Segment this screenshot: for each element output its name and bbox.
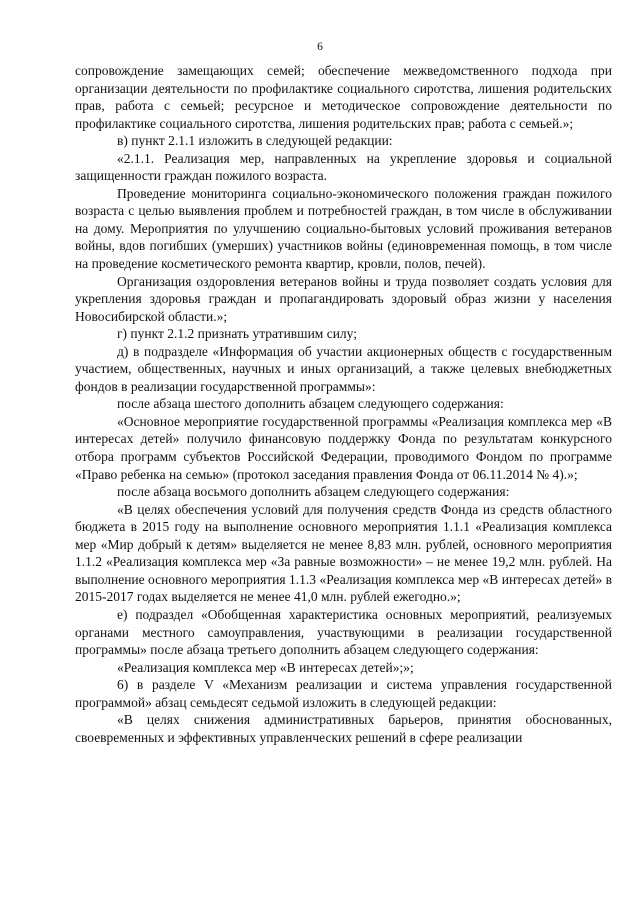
paragraph-12: е) подраздел «Обобщенная характеристика основных мероприятий, реализуемых органами местного самоуправления, участвующими в реализации государственной программы» после абзаца третьего дополнить абзацем следующего содержания: bbox=[75, 606, 612, 658]
paragraph-3: «2.1.1. Реализация мер, направленных на укрепление здоровья и социальной защищенности граждан пожилого возраста. bbox=[75, 150, 612, 184]
paragraph-9: «Основное мероприятие государственной программы «Реализация комплекса мер «В интересах детей» получило финансовую поддержку Фонда по результатам конкурсного отбора программ субъектов Российской Федерации, проводимого Фондом по программе «Право ребенка на семью» (протокол заседания правления Фонда от 06.11.2014 № 4).»; bbox=[75, 413, 612, 482]
paragraph-8: после абзаца шестого дополнить абзацем следующего содержания: bbox=[117, 396, 504, 412]
page-number: 6 bbox=[317, 41, 323, 53]
paragraph-5: Организация оздоровления ветеранов войны и труда позволяет создать условия для укрепления здоровья граждан и пропагандировать здоровый образ жизни у населения Новосибирской области.»; bbox=[75, 273, 612, 324]
paragraph-4: Проведение мониторинга социально-экономического положения граждан пожилого возраста с целью выявления проблем и потребностей граждан, в том числе в обслуживании на дому. Мероприятия по улучшению социально-бытовых условий проживания ветеранов войны, вдов погибших (умерших) участников войны (единовременная помощь, в том числе на проведение косметического ремонта квартир, кровли, полов, печей). bbox=[75, 185, 612, 272]
paragraph-1: сопровождение замещающих семей; обеспечение межведомственного подхода при организации деятельности по профилактике социального сиротства, лишения родительских прав, работа с семьей; ресурсное и методическое сопровождение деятельности по профилактике социального сиротства, лишения родительских прав; работа с семьей.»; bbox=[75, 63, 612, 131]
paragraph-15: «В целях снижения административных барьеров, принятия обоснованных, своевременных и эффективных управленческих решений в сфере реализации bbox=[75, 712, 612, 745]
document-body bbox=[75, 62, 612, 746]
paragraph-13: «Реализация комплекса мер «В интересах детей»;»; bbox=[117, 659, 414, 675]
paragraph-6: г) пункт 2.1.2 признать утратившим силу; bbox=[117, 326, 357, 342]
paragraph-11: «В целях обеспечения условий для получения средств Фонда из средств областного бюджета в 2015 году на выполнение основного мероприятия 1.1.1 «Реализация комплекса мер «Мир добрый к детям» выделяется не менее 8,83 млн. рублей, основного мероприятия 1.1.2 «Реализация комплекса мер «За равные возможности» – не менее 19,2 млн. рублей. На выполнение основного мероприятия 1.1.3 «Реализация комплекса мер «В интересах детей» в 2015-2017 годах выделяется не менее 41,0 млн. рублей ежегодно.»; bbox=[75, 501, 612, 605]
paragraph-14: 6) в разделе V «Механизм реализации и система управления государственной программой» абзац семьдесят седьмой изложить в следующей редакции: bbox=[75, 677, 612, 710]
paragraph-2: в) пункт 2.1.1 изложить в следующей редакции: bbox=[117, 133, 393, 149]
paragraph-10: после абзаца восьмого дополнить абзацем следующего содержания: bbox=[117, 484, 510, 500]
paragraph-7: д) в подразделе «Информация об участии акционерных обществ с государственным участием, общественных, научных и иных организаций, а также целевых внебюджетных фондов в реализации государственной программы»: bbox=[75, 343, 612, 394]
